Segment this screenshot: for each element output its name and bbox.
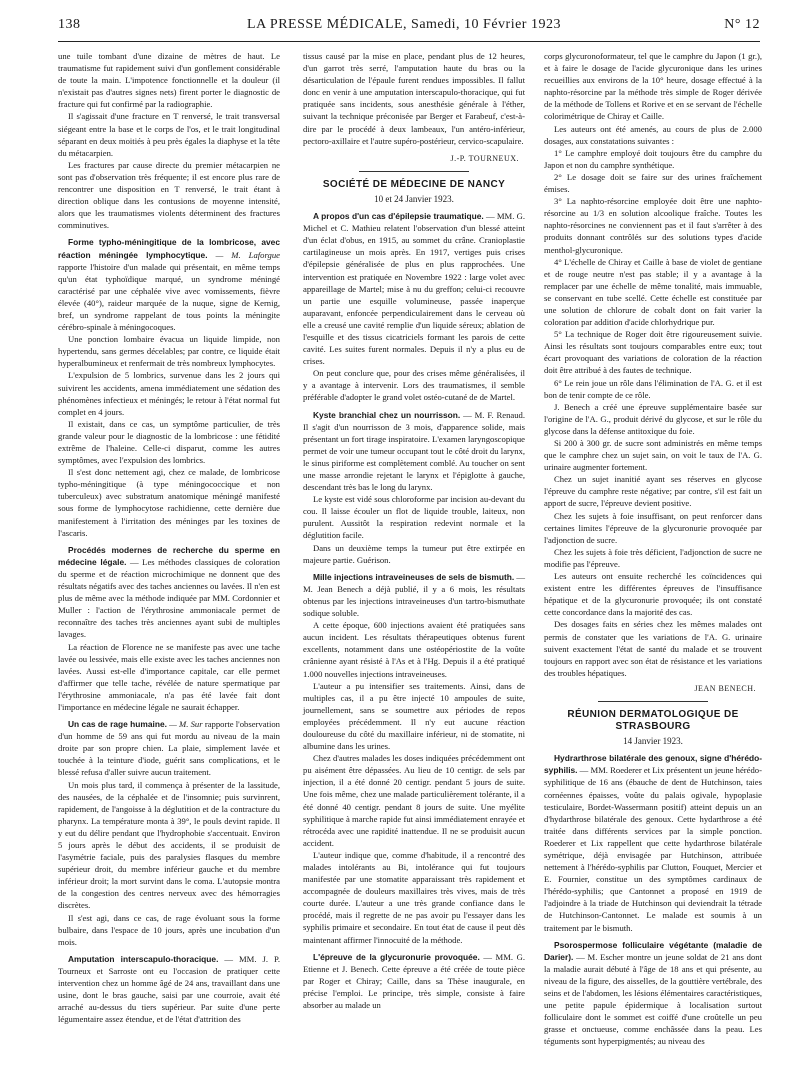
journal-title: LA PRESSE MÉDICALE, Samedi, 10 Février 1923 (247, 17, 561, 32)
article-text: rapporte l'histoire d'un malade qui présentait, en même temps qu'un état typhoïdique marqué, un syndrome méningé caractérisé par une céphalée vive avec vomissements, fièvre élevée (40°), raideur marquée de la nuque, signe de Kernig, bref, un syndrome rappelant de tous points la méningite cérébro-spinale à méningocoques. (58, 261, 280, 333)
article-author: — M. Sur (166, 719, 203, 730)
article-epilepsie (303, 210, 525, 367)
article-author: — M. Laforgue (215, 249, 280, 260)
paragraph: Chez un sujet inanitié ayant ses réserves en glycose l'épreuve du camphre reste négative; par contre, s'il est fait un apport de sucre, l'épreuve devient positive. (544, 474, 762, 509)
article-rage (58, 718, 280, 778)
paragraph: J. Benech a créé une épreuve supplémentaire basée sur l'origine de l'A. G., produit dérivé du glycose, et sur le rôle du glycose dans la défense antitoxique du foie. (544, 401, 762, 436)
paragraph: Une ponction lombaire évacua un liquide limpide, non hypertendu, sans germes décelables; par contre, ce liquide était hyperalbumineux et renfermait de très nombreux lymphocytes. (58, 334, 280, 369)
article-heading: Forme typho-méningitique de la lombricose, avec réaction méningée lymphocytique. (58, 237, 280, 260)
paragraph: Les auteurs ont ensuite recherché les coïncidences qui existent entre les différentes épreuves de l'insuffisance hépatique et de la glycuronurie provoquée; ils ont constaté cette concordance dans la majorité des cas. (544, 571, 762, 618)
article-hydrarthrose (544, 752, 762, 933)
paragraph: Si 200 à 300 gr. de sucre sont administrés en même temps que le camphre chez un sujet sain, on voit le taux de l'A. G. urinaire augmenter fortement. (544, 438, 762, 473)
article-text: — MM. G. Etienne et J. Benech. Cette épreuve a été créée de toute pièce par Roger et Chiray; Caille, dans sa Thèse inaugurale, en précise l'emploi. Le principe, très simple, consiste à faire absorber au malade un (303, 951, 525, 1011)
article-heading: Kyste branchial chez un nourrisson. (313, 409, 461, 420)
paragraph: Les auteurs ont été amenés, au cours de plus de 2.000 dosages, aux constatations suivantes : (544, 123, 762, 146)
article-text: — M. F. Renaud. Il s'agit d'un nourrisson de 3 mois, d'apparence solide, mais présentant un fort tirage inspiratoire. L'examen laryngoscopique permet de voir une tumeur occupant tout le côté droit du larynx, le sinus piriforme est complètement comblé. Au toucher on sent une masse arrondie rejetant le larynx et l'épiglotte à gauche, descendant très bas le long du larynx. (303, 409, 525, 493)
paragraph: Un mois plus tard, il commença à présenter de la lassitude, des nausées, de la céphalée et de l'insomnie; puis survinrent, rapidement, de l'angoisse à la déglutition et de la contracture du pharynx. La température monta à 39°, le pouls devint rapide. Il y eut du délire pendant que l'hydrophobie s'accentuait. Environ 5 jours après le début des accidents, il se produisit de l'asymétrie faciale, puis des paralysies flasques du membre supérieur droit, du membre inférieur gauche et du membre inférieur droit; la mort survint dans le coma. L'autopsie montra de la congestion des centres nerveux avec des hémorragies discrètes. (58, 779, 280, 911)
article-text: — Les méthodes classiques de coloration du sperme et de réaction microchimique ne donnent que des résultats négatifs avec des taches anciennes ou lavées. Il n'en est plus de même avec la méthode indiquée par MM. Cordonnier et Muller : l'action de l'érythrosine ammoniacale permet de reconnaître des taches très anciennes ayant subi de multiples lavages. (58, 556, 280, 640)
section-divider (359, 171, 469, 172)
article-text: — MM. Roederer et Lix présentent un jeune hérédo-syphilitique de 16 ans (ébauche de dent de Hutchinson, taies cornéennes épaisses, voûte du palais ogivale, hypoplasie testiculaire, Bordet-Wassermann positif) atteint depuis un an d'hydarthrose bilatérale des genoux. Cette hydarthrose a été traitée dans différents services par la simple ponction. Roederer et Lix rappellent que cette hydarthrose bilatérale symétrique, déjà envisagée par Hutchinson, attribuée nettement à l'hérédo-syphilis par Clutton, Fouquet, Mercier et E. Fournier, constitue un des symptômes cardinaux de l'hérédo-syphilis; que Cantonnet a proposé en 1919 de l'adjoindre à la triade de Hutchinson qui deviendrait la tétrade de Hutchinson-Cantonnet. Le malade est soumis à un traitement par le bismuth. (544, 765, 762, 933)
paragraph: une tuile tombant d'une dizaine de mètres de haut. Le traumatisme fut rapidement suivi d'un gonflement considérable de toute la main. L'impotence fonctionnelle et la douleur (il n'existait pas d'autres signes nets) firent porter le diagnostic de fracture qui fut confirmé par la radiographie. (58, 51, 280, 110)
paragraph: L'auteur a pu intensifier ses traitements. Ainsi, dans de multiples cas, il a pu être injecté 10 ampoules de suite, journellement, sans se soumettre aux périodes de repos employées précédemment. Il n'y eut aucune réaction douloureuse du côté du maxillaire inférieur, ni de stomatite, ni albumine dans les urines. (303, 680, 525, 752)
article-heading: L'épreuve de la glycuronurie provoquée. (313, 951, 480, 962)
paragraph: On peut conclure que, pour des crises même généralisées, il y a avantage à intervenir. Lors des traumatismes, il semble préférable d'adopter le grand volet ostéo-cutané de de Martel. (303, 368, 525, 403)
article-laforgue (58, 236, 280, 333)
signature: JEAN BENECH. (694, 683, 756, 693)
paragraph: Chez les sujets à foie insuffisant, on peut renforcer dans certaines limites l'épreuve de la glycuronurie provoquée par l'adjonction de sucre. (544, 510, 762, 545)
article-sperme (58, 544, 280, 641)
article-text: — MM. J. P. Tourneux et Sarroste ont eu l'occasion de pratiquer cette intervention chez un homme âgé de 24 ans, travaillant dans une usine, dont le bras gauche, saisi par une courroie, avait été arraché au-dessus du tiers supérieur. Par suite d'une perte légumentaire assez étendue, et de l'état d'attrition des (58, 953, 280, 1025)
article-text: — MM. G. Michel et C. Mathieu relatent l'observation d'un blessé atteint d'un éclat d'obus, en 1915, au sommet du crâne. Cranioplastie cartilagineuse un mois après. En 1917, vertiges puis crises d'épilepsie généralisée de plus en plus rapprochées. Une intervention est pratiquée en Novembre 1922 : large volet avec appareillage de Martel; mise à nu du greffon; celui-ci recouvre un partie une esquille volumineuse, passée inaperçue auparavant, enfoncée perpendiculairement dans le cerveau où elle a creusé une cavité remplie d'un liquide séreux; ablation de l'esquille et des tissus cicatriciels formant les parois de cette cavité. Les suites furent normales. Depuis il n'y a plus eu de crises. (303, 211, 525, 367)
paragraph: Il existait, dans ce cas, un symptôme particulier, de très grande valeur pour le diagnostic de la lombricose : une fétidité extrême de l'haleine. Celle-ci disparut, comme les autres symptômes, avec l'expulsion des lombrics. (58, 418, 280, 466)
paragraph: L'auteur indique que, comme d'habitude, il a rencontré des malades intolérants au Bi, intolérance qui fut toujours manifestée par une stomatite apparaissant très rapidement et accompagnée de douleurs maxillaires très vives, mais de très courte durée. L'auteur a une très grande confiance dans le procédé, mais il regrette de ne pas avoir pu l'essayer dans les syphilis primaire et secondaire. En tout état de cause il peut dès maintenant affirmer l'innocuité de la méthode. (303, 849, 525, 945)
paragraph: Chez d'autres malades les doses indiquées précédemment ont pu aisément être dépassées. Au lieu de 10 centigr. de sels par injection, il a été donné 20 centigr. pendant 5 jours de suite. Une fois même, chez une malade particulièrement tolérante, il a été donné 40 centigr. pendant 8 jours de suite. Une myélite syphilitique à marche rapide fut ainsi immédiatement enrayée et rétrocéda avec une rapidité inattendue. Il ne se produisit aucun accident. (303, 753, 525, 848)
section-date: 10 et 24 Janvier 1923. (374, 193, 454, 204)
article-heading: Psorospermose folliculaire végétante (maladie de Darier). (544, 939, 762, 962)
page-number: 138 (58, 17, 81, 32)
paragraph: 4° L'échelle de Chiray et Caille à base de violet de gentiane et de rouge neutre n'est pas stable; il y a avantage à la remplacer par une échelle de même tonalité, mais immuable, se conservant en tube scellé. Cette échelle est constituée par une solution de chlorure de cobalt dont on fait varier la coloration par addition d'acide chlorhydrique pur. (544, 256, 762, 328)
paragraph: tissus causé par la mise en place, pendant plus de 12 heures, d'un garrot très serré, l'amputation haute du bras ou la désarticulation de l'épaule furent rendues impossibles. Il fallut donc en venir à une amputation interscapulo-thoracique, qui fut pratiquée sans incidents, sous anesthésie générale à l'éther, suivant la technique préconisée par Berger et Farabeuf, c'est-à-dire par le procédé à deux lambeaux, l'un antéro-inférieur, pectoro-axillaire et l'autre supéro-postérieur, cervico-scapulaire. (303, 51, 525, 146)
article-text: — M. Jean Benech a déjà publié, il y a 6 mois, les résultats obtenus par les injections intraveineuses d'un tartro-bismuthate sodique soluble. (303, 571, 526, 619)
article-glycuronurie (303, 951, 525, 1011)
article-text: — M. Escher montre un jeune soldat de 21 ans dont la maladie aurait débuté à l'âge de 18 ans et qui présente, au niveau de la figure, des aisselles, de la gouttière vertébrale, des seins et de l'abdomen, les lésions élémentaires caractéristiques, une petite papule épidermique à localisation surtout folliculaire dont le sommet est coiffé d'une croûtelle un peu grasse et onctueuse, comme enchâssée dans la peau. Les téguments sont hyperpigmentés; au niveau des (544, 951, 762, 1047)
column-2 (303, 50, 525, 1011)
issue-number: N° 12 (724, 17, 760, 32)
paragraph: Dans un deuxième temps la tumeur put être extirpée en majeure partie. Guérison. (303, 542, 525, 565)
paragraph: A cette époque, 600 injections avaient été pratiquées sans aucun incident. Les résultats thérapeutiques obtenus furent excellents, notamment dans une ostéopériostite de la voûte crânienne ayant résisté à l'As et à l'Hg. Depuis il a été pratiqué 1.000 nouvelles injections intraveineuses. (303, 620, 525, 679)
article-darier (544, 939, 762, 1048)
paragraph: 5° La technique de Roger doit être rigoureusement suivie. Ainsi les résultats sont toujours comparables entre eux; tout écart provoquant des variations de coloration de la réaction doit être attribué à des fautes de technique. (544, 329, 762, 376)
paragraph: 2° Le dosage doit se faire sur des urines fraîchement émises. (544, 171, 762, 195)
signature: J.-P. TOURNEUX. (450, 153, 519, 163)
article-heading: Mille injections intraveineuses de sels de bismuth. (313, 571, 515, 582)
paragraph: corps glycuronoformateur, tel que le camphre du Japon (1 gr.), et à faire le dosage de l'acide glycuronique dans les urines recueillies aux environs de la 10° heure, dosage effectué à la naphto-résorcine par la méthode très simple de Roger dérivée de la méthode de Tollens et Rorive et en se servant de l'échelle colorimétrique de Chiray et Caille. (544, 51, 762, 122)
paragraph: 3° La naphto-résorcine employée doit être une naphto-résorcine au 1/3 en solution alcoolique fraîche. Toutes les naphto-résorcines ne conviennent pas et il faut s'arrêter à des produits donnant contrôlés sur des solutions types d'acide menthol-glycuronique. (544, 196, 762, 255)
article-heading: Procédés modernes de recherche du sperme en médecine légale. (58, 544, 280, 567)
column-3 (544, 50, 762, 1048)
paragraph: 1° Le camphre employé doit toujours être du camphre du Japon et non du camphre synthétique. (544, 147, 762, 170)
paragraph: Il s'est agi, dans ce cas, de rage évoluant sous la forme bulbaire, dans l'espace de 10 jours, après une incubation d'un mois. (58, 912, 280, 947)
article-kyste (303, 409, 525, 494)
paragraph: Chez les sujets à foie très déficient, l'adjonction de sucre ne modifie pas l'épreuve. (544, 546, 762, 569)
article-text: rapporte l'observation d'un homme de 59 ans qui fut mordu au niveau de la main droite par son propre chien. La plaie, simplement lavée et touchée à la teinture d'iode, guérit sans complications, et le blessé refusa d'aller suivre aucun traitement. (58, 719, 280, 778)
section-date: 14 Janvier 1923. (623, 736, 683, 747)
section-divider (598, 701, 708, 702)
paragraph: Le kyste est vidé sous chloroforme par incision au-devant du cou. Il laisse écouler un flot de liquide trouble, laiteux, non purulent. Aussitôt la respiration redevint normale et la déglutition facile. (303, 494, 525, 541)
paragraph: L'expulsion de 5 lombrics, survenue dans les 2 jours qui suivirent les accidents, amena immédiatement une sédation des phénomènes infectieux et méningés; le retour à l'état normal fut complet en 4 jours. (58, 370, 280, 417)
article-heading: Amputation interscapulo-thoracique. (68, 953, 219, 964)
paragraph: Il s'est donc nettement agi, chez ce malade, de lombricose typho-méningitique (à type méningococcique et non tuberculeux) avec substratum anatomique méningé manifesté sous forme de lymphocytose rachidienne, cette dernière due manifestement à l'irritation des méninges par les toxines de l'ascaris. (58, 467, 280, 538)
paragraph: La réaction de Florence ne se manifeste pas avec une tache lavée ou lessivée, mais elle existe avec les taches anciennes non lavées. Aussi est-elle d'importance capitale, car elle permet d'affirmer que telle tache, révélée de nature spermatique par l'érythrosine ammoniacale, n'a pas été lavée fait dont l'importance en médecine légale ne saurait échapper. (58, 641, 280, 712)
article-heading: A propos d'un cas d'épilepsie traumatique. (313, 211, 484, 222)
section-title: RÉUNION DERMATOLOGIQUE DE STRASBOURG (567, 708, 739, 733)
column-1 (58, 50, 280, 1025)
header-rule (58, 41, 760, 42)
page-header (58, 17, 760, 39)
article-heading: Hydrarthrose bilatérale des genoux, signe d'hérédo-syphilis. (544, 753, 762, 776)
section-title: SOCIÉTÉ DE MÉDECINE DE NANCY (322, 178, 506, 190)
article-heading: Un cas de rage humaine. (68, 719, 167, 730)
paragraph: 6° Le rein joue un rôle dans l'élimination de l'A. G. et il est bon de tenir compte de ce rôle. (544, 377, 762, 400)
article-amputation (58, 953, 280, 1026)
paragraph: Il s'agissait d'une fracture en T renversé, le trait transversal siégeant entre la base et le corps de l'os, et le trait longitudinal séparant en deux moitiés à peu près égales la diaphyse et la tête du métacarpien. (58, 111, 280, 158)
paragraph: Des dosages faits en séries chez les mêmes malades ont permis de constater que les variations de l'A. G. urinaire suivent exactement l'état de santé du malade et se trouvent toujours en rapport avec son état de résistance et les variations des troubles hépatiques. (544, 619, 762, 678)
article-bismuth (303, 571, 525, 619)
paragraph: Les fractures par cause directe du premier métacarpien ne sont pas d'observation très fréquente; il est encore plus rare de rencontrer une disposition en T renversé, le trait étant à direction oblique dans les contusions de moyenne intensité, alors que les traumatismes violents déterminent des fractures comminutives. (58, 159, 280, 231)
